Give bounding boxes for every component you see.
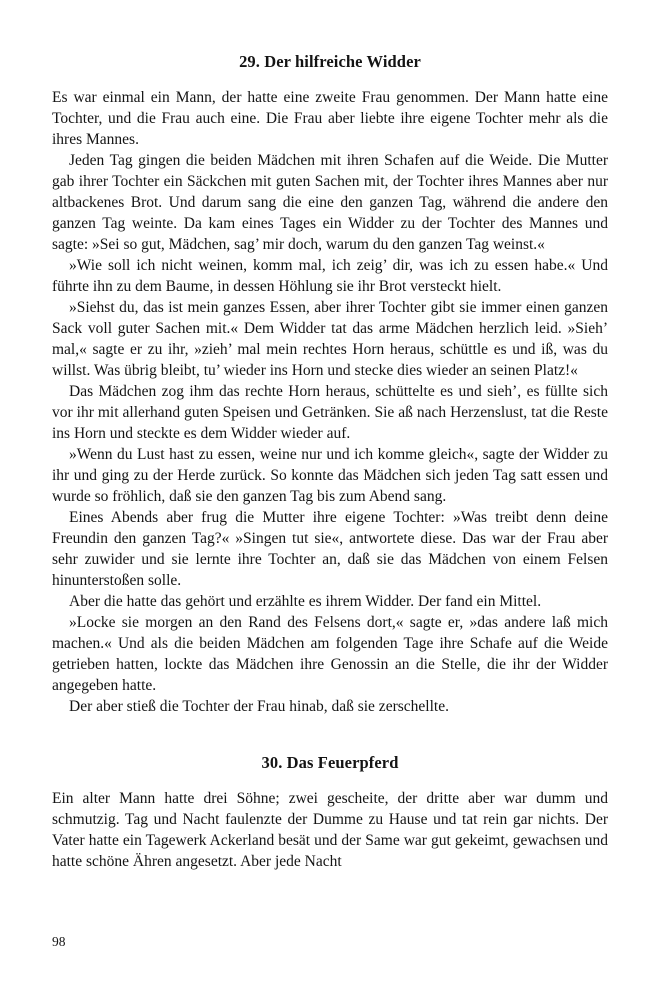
page-number: 98 (52, 934, 66, 949)
paragraph: Eines Abends aber frug die Mutter ihre eigene Tochter: »Was treibt denn deine Freundin den ganzen Tag?« »Singen tut sie«, antwortete diese. Das war der Frau aber sehr zuwider und sie lernte ihre Tochter an, daß sie das Mädchen von einem Felsen hinunterstoßen solle. (52, 509, 608, 589)
section-title: 30. Das Feuerpferd (261, 753, 399, 772)
paragraph: Jeden Tag gingen die beiden Mädchen mit ihren Schafen auf die Weide. Die Mutter gab ihrer Tochter ein Säckchen mit guten Sachen mit, der Tochter ihres Mannes aber nur altbackenes Brot. Und darum sang die eine den ganzen Tag, während die andere den ganzen Tag weinte. Da kam eines Tages ein Widder zu der Tochter des Mannes und sagte: »Sei so gut, Mädchen, sag’ mir doch, warum du den ganzen Tag weinst.« (52, 152, 608, 253)
paragraph: Aber die hatte das gehört und erzählte es ihrem Widder. Der fand ein Mittel. (69, 593, 542, 610)
paragraph: Der aber stieß die Tochter der Frau hinab, daß sie zerschellte. (69, 698, 449, 715)
paragraph: Das Mädchen zog ihm das rechte Horn heraus, schüttelte es und sieh’, es füllte sich vor ihr mit allerhand guten Speisen und Getränken. Sie aß nach Herzenslust, tat die Reste ins Horn und steckte es dem Widder wieder auf. (52, 383, 608, 442)
section-title: 29. Der hilfreiche Widder (239, 52, 421, 71)
section-body (52, 87, 608, 717)
paragraph: »Siehst du, das ist mein ganzes Essen, aber ihrer Tochter gibt sie immer einen ganzen Sack voll guter Sachen mit.« Dem Widder tat das arme Mädchen herzlich leid. »Sieh’ mal,« sagte er zu ihr, »zieh’ mal mein rechtes Horn heraus, schüttle es und iß, was du willst. Was übrig bleibt, tu’ wieder ins Horn und stecke dies wieder an seinen Platz!« (52, 299, 608, 379)
paragraph: »Wenn du Lust hast zu essen, weine nur und ich komme gleich«, sagte der Widder zu ihr und ging zu der Herde zurück. So konnte das Mädchen sich jeden Tag satt essen und wurde so fröhlich, daß sie den ganzen Tag bis zum Abend sang. (52, 446, 608, 505)
paragraph: »Locke sie morgen an den Rand des Felsens dort,« sagte er, »das andere laß mich machen.« Und als die beiden Mädchen am folgenden Tage ihre Schafe auf die Weide getrieben hatten, lockte das Mädchen ihre Genossin an die Stelle, die ihr der Widder angegeben hatte. (52, 614, 608, 694)
story-section-29 (52, 52, 608, 717)
paragraph: Ein alter Mann hatte drei Söhne; zwei gescheite, der dritte aber war dumm und schmutzig. Tag und Nacht faulenzte der Dumme zu Hause und tat rein gar nichts. Der Vater hatte ein Tagewerk Ackerland besät und der Same war gut gekeimt, gewachsen und hatte schöne Ähren angesetzt. Aber jede Nacht (52, 790, 608, 870)
paragraph: Es war einmal ein Mann, der hatte eine zweite Frau genommen. Der Mann hatte eine Tochter, und die Frau auch eine. Die Frau aber liebte ihre eigene Tochter mehr als die ihres Mannes. (52, 89, 608, 148)
story-section-30 (52, 753, 608, 872)
section-body (52, 788, 608, 872)
paragraph: »Wie soll ich nicht weinen, komm mal, ich zeig’ dir, was ich zu essen habe.« Und führte ihn zu dem Baume, in dessen Höhlung sie ihr Brot versteckt hielt. (52, 257, 608, 295)
